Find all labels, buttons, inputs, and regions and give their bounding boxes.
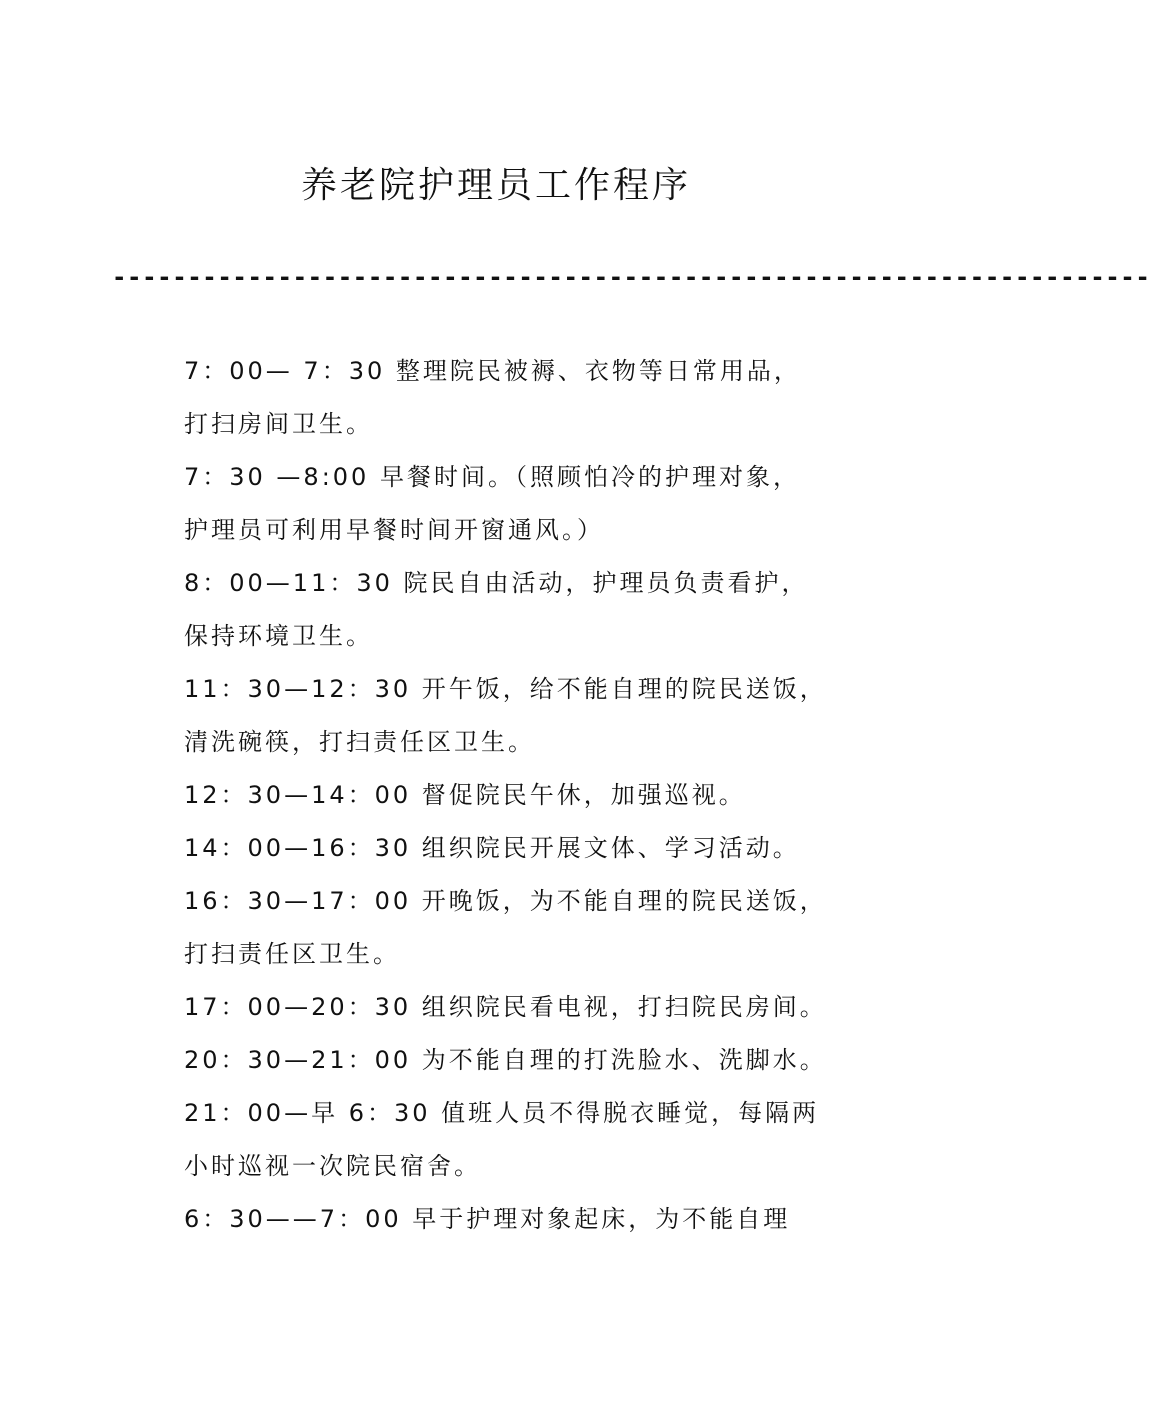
schedule-line: 6：30——7：00 早于护理对象起床，为不能自理 (184, 1205, 791, 1233)
schedule-line: 17：00—20：30 组织院民看电视，打扫院民房间。 (184, 993, 827, 1021)
schedule-line: 20：30—21：00 为不能自理的打洗脸水、洗脚水。 (184, 1046, 827, 1074)
schedule-line: 小时巡视一次院民宿舍。 (184, 1152, 481, 1180)
schedule-line: 保持环境卫生。 (184, 622, 373, 650)
document-title: 养老院护理员工作程序 (300, 165, 691, 206)
schedule-line: 7：30 —8:00 早餐时间。（照顾怕冷的护理对象， (184, 463, 800, 491)
schedule-line: 打扫房间卫生。 (184, 410, 373, 438)
schedule-line: 8：00—11：30 院民自由活动，护理员负责看护， (184, 569, 809, 597)
schedule-line: 12：30—14：00 督促院民午休，加强巡视。 (184, 781, 746, 809)
schedule-body (184, 345, 834, 1246)
schedule-line: 14：00—16：30 组织院民开展文体、学习活动。 (184, 834, 800, 862)
schedule-line: 21：00—早 6：30 值班人员不得脱衣睡觉，每隔两 (184, 1099, 820, 1127)
schedule-line: 11：30—12：30 开午饭，给不能自理的院民送饭， (184, 675, 827, 703)
schedule-line: 打扫责任区卫生。 (184, 940, 400, 968)
schedule-line: 16：30—17：00 开晚饭，为不能自理的院民送饭， (184, 887, 827, 915)
schedule-line: 清洗碗筷，打扫责任区卫生。 (184, 728, 535, 756)
schedule-line: 7：00— 7：30 整理院民被褥、衣物等日常用品， (184, 357, 801, 385)
dashed-separator: --------------------------------------------------------------------- (112, 263, 1150, 291)
schedule-line: 护理员可利用早餐时间开窗通风。） (184, 516, 604, 544)
